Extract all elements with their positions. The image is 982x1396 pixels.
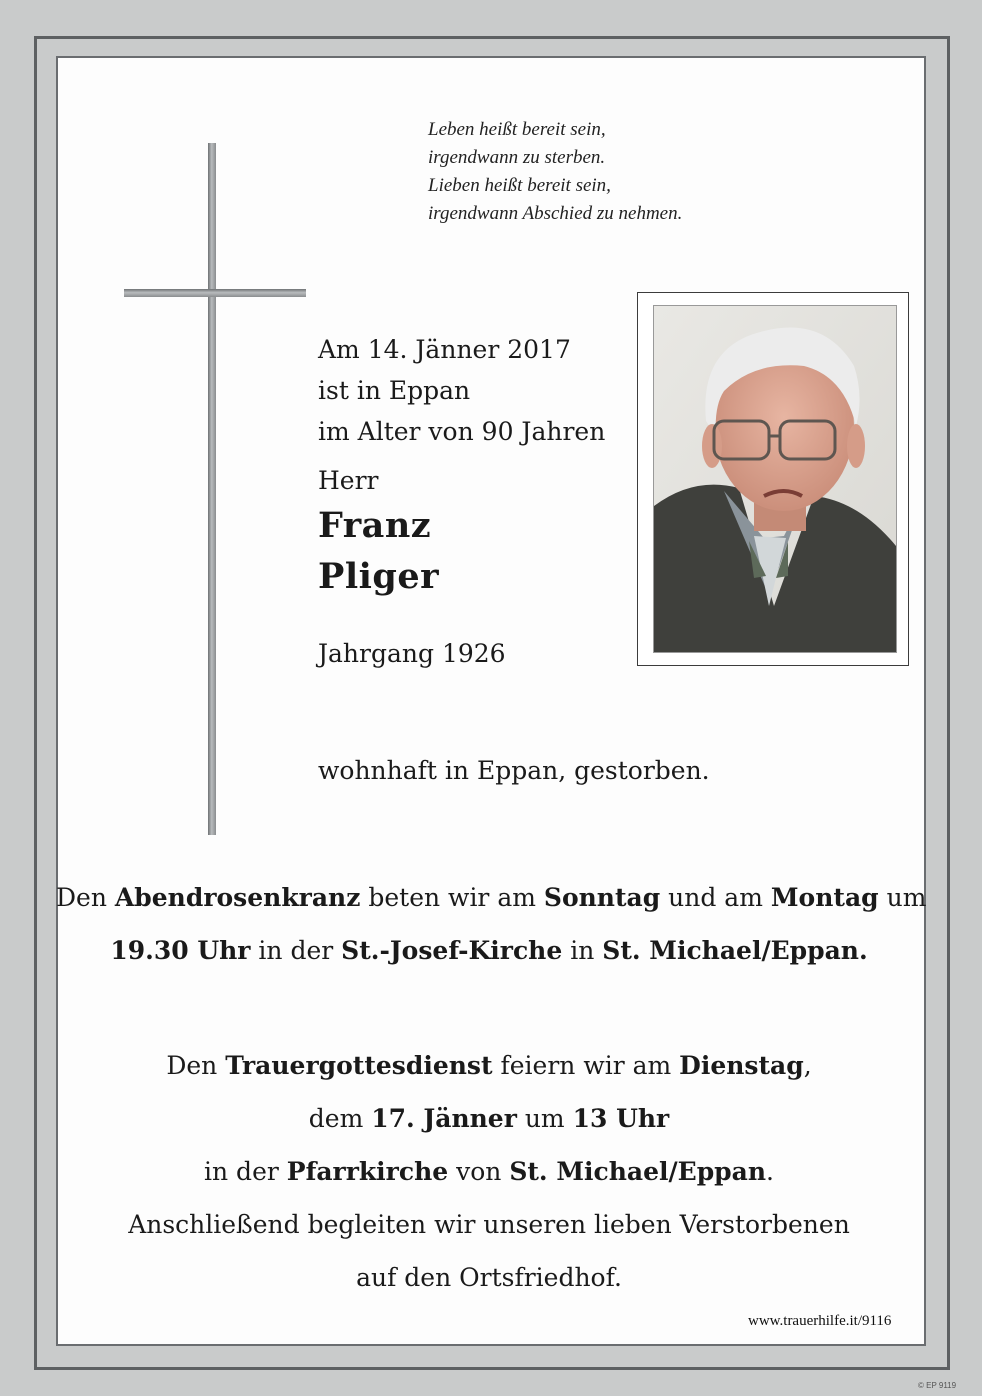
text-span: , [803, 1051, 812, 1080]
rosary-line-1 [56, 883, 927, 912]
death-notice [318, 329, 605, 452]
rosary-line-2 [56, 936, 922, 965]
rosary-time: 19.30 Uhr [110, 936, 251, 965]
quote-line: Lieben heißt bereit sein, [428, 175, 611, 196]
footer-url: www.trauerhilfe.it/9116 [748, 1313, 892, 1329]
text-span: Den [166, 1051, 226, 1080]
funeral-church: Pfarrkirche [286, 1157, 449, 1186]
funeral-line-2 [56, 1104, 922, 1133]
text-span: Den [56, 883, 115, 912]
text-span: feiern wir am [492, 1051, 680, 1080]
rosary-keyword: Abendrosenkranz [114, 883, 361, 912]
birth-year: Jahrgang 1926 [318, 639, 506, 668]
text-span: um [878, 883, 927, 912]
salutation: Herr [318, 466, 379, 495]
funeral-line-1 [56, 1051, 922, 1080]
last-name: Pliger [318, 556, 440, 597]
rosary-church: St.-Josef-Kirche [341, 936, 563, 965]
death-date: Am 14. Jänner 2017 [318, 335, 571, 364]
cross-icon-vertical [208, 143, 216, 835]
notice-card [56, 56, 926, 1346]
text-span: in der [204, 1157, 287, 1186]
residence-text: wohnhaft in Eppan, gestorben. [318, 756, 710, 785]
funeral-time: 13 Uhr [572, 1104, 670, 1133]
text-span: in der [250, 936, 342, 965]
funeral-line-4: Anschließend begleiten wir unseren lieben Verstorbenen [128, 1210, 850, 1239]
funeral-location: St. Michael/Eppan [509, 1157, 767, 1186]
text-span: von [448, 1157, 510, 1186]
text-span: beten wir am [360, 883, 544, 912]
rosary-location: St. Michael/Eppan. [602, 936, 868, 965]
text-span: . [766, 1157, 774, 1186]
quote-line: Leben heißt bereit sein, [428, 119, 606, 140]
funeral-day: Dienstag [679, 1051, 804, 1080]
portrait-photo [653, 305, 897, 653]
quote-line: irgendwann zu sterben. [428, 147, 606, 168]
funeral-line-3 [56, 1157, 922, 1186]
cross-icon-horizontal [124, 289, 306, 297]
text-span: dem [308, 1104, 372, 1133]
rosary-day-monday: Montag [770, 883, 879, 912]
text-span: und am [660, 883, 771, 912]
funeral-date: 17. Jänner [371, 1104, 517, 1133]
funeral-keyword: Trauergottesdienst [225, 1051, 493, 1080]
first-name: Franz [318, 505, 432, 546]
memorial-quote [428, 116, 682, 228]
death-age: im Alter von 90 Jahren [318, 417, 606, 446]
footer-code: © EP 9119 [918, 1381, 957, 1390]
text-span: in [562, 936, 603, 965]
text-span: um [516, 1104, 573, 1133]
quote-line: irgendwann Abschied zu nehmen. [428, 203, 683, 224]
death-place: ist in Eppan [318, 376, 471, 405]
funeral-line-5: auf den Ortsfriedhof. [356, 1263, 622, 1292]
rosary-day-sunday: Sonntag [543, 883, 661, 912]
